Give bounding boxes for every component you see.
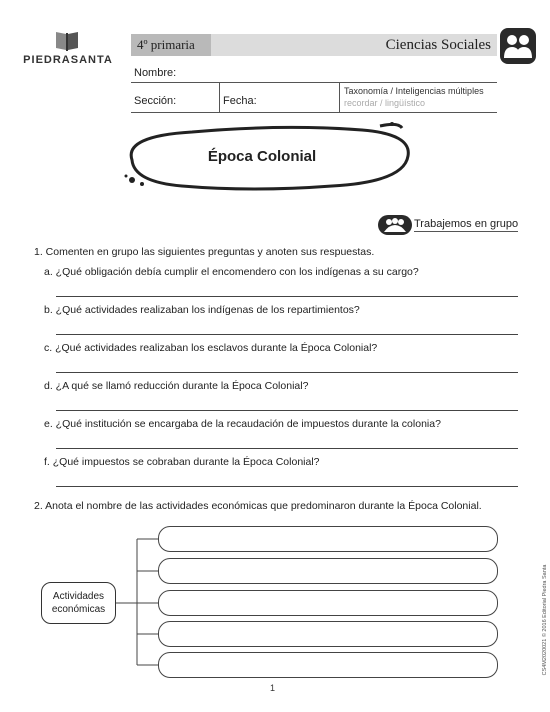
page-title: Época Colonial xyxy=(207,148,317,165)
diagram-root-line1: Actividades xyxy=(52,591,105,602)
page-number: 1 xyxy=(270,683,276,693)
brand-name: PIEDRASANTA xyxy=(23,54,113,66)
subject-title: Ciencias Sociales xyxy=(385,37,491,53)
fecha-label: Fecha: xyxy=(223,95,257,107)
instruction-2: 2. Anota el nombre de las actividades económicas que predominaron durante la Época Colonial. xyxy=(34,500,482,512)
seccion-label: Sección: xyxy=(134,95,177,107)
answer-box-5[interactable] xyxy=(158,652,498,678)
question-f: f. ¿Qué impuestos se cobraban durante la Época Colonial? xyxy=(44,456,320,468)
grade-label: 4º primaria xyxy=(131,34,211,56)
taxonomy-values: recordar / lingüístico xyxy=(344,98,426,108)
question-b: b. ¿Qué actividades realizaban los indígenas de los repartimientos? xyxy=(44,304,360,316)
side-code: CS4M2020021 © 2016 Editorial Piedra Santa xyxy=(542,564,548,676)
question-c: c. ¿Qué actividades realizaban los esclavos durante la Época Colonial? xyxy=(44,342,378,354)
taxonomy-title: Taxonomía / Inteligencias múltiples xyxy=(344,86,484,96)
answer-box-4[interactable] xyxy=(158,621,498,647)
answer-box-1[interactable] xyxy=(158,526,498,552)
question-e: e. ¿Qué institución se encargaba de la recaudación de impuestos durante la colonia? xyxy=(44,418,441,430)
question-d: d. ¿A qué se llamó reducción durante la Época Colonial? xyxy=(44,380,309,392)
question-a: a. ¿Qué obligación debía cumplir el encomendero con los indígenas a su cargo? xyxy=(44,266,419,278)
answer-box-2[interactable] xyxy=(158,558,498,584)
nombre-label: Nombre: xyxy=(134,67,177,79)
activity-label: Trabajemos en grupo xyxy=(414,218,519,230)
diagram-root-line2: económicas xyxy=(51,604,106,615)
instruction-1: 1. Comenten en grupo las siguientes preguntas y anoten sus respuestas. xyxy=(34,246,375,258)
answer-box-3[interactable] xyxy=(158,590,498,616)
diagram-root xyxy=(41,582,116,624)
